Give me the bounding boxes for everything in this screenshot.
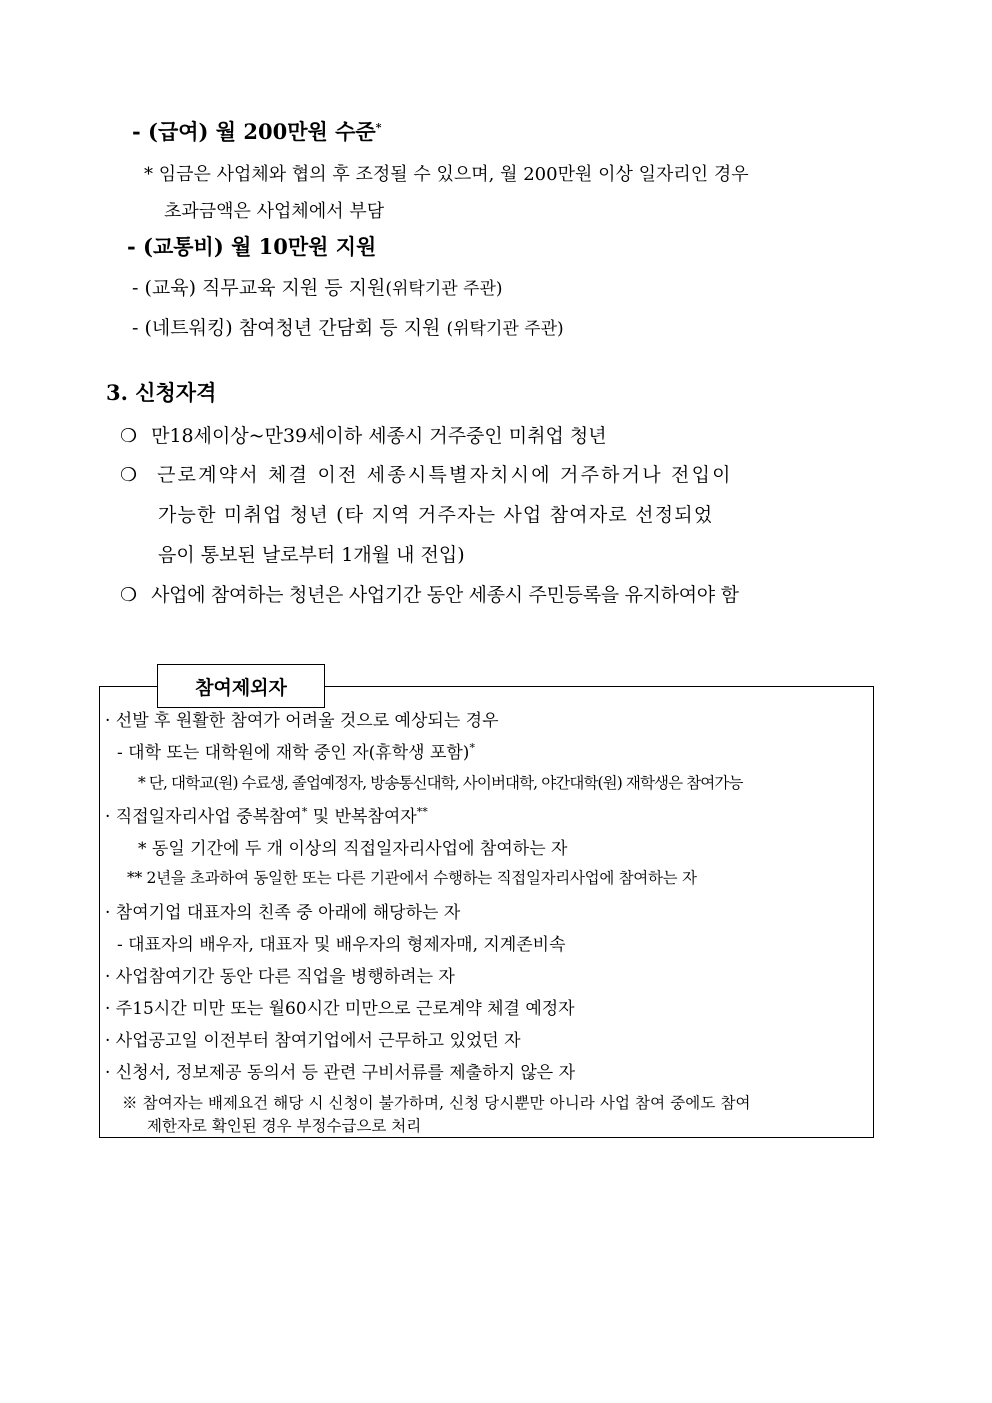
salary-note-text1: 임금은 사업체와 협의 후 조정될 수 있으며, 월 200만원 이상 일자리인 경우 xyxy=(158,164,749,185)
salary-note-mark: * xyxy=(144,164,153,185)
bullet-item-2-text2: 가능한 미취업 청년 (타 지역 거주자는 사업 참여자로 선정되었 xyxy=(158,504,714,526)
exclusion-line-7: · 참여기업 대표자의 친족 중 아래에 해당하는 자 xyxy=(105,903,461,923)
salary-note-line2: 초과금액은 사업체에서 부담 xyxy=(164,201,385,222)
exclusion-line-4-text-b: 및 반복참여자 xyxy=(307,807,417,827)
bullet-item-2-text3: 음이 통보된 날로부터 1개월 내 전입) xyxy=(158,544,465,566)
bullet-item-2 xyxy=(120,460,733,487)
education-label: (교육) 직무교육 지원 등 지원 xyxy=(144,277,386,299)
exclusion-title: 참여제외자 xyxy=(157,664,325,708)
exclusion-line-3: * 단, 대학교(원) 수료생, 졸업예정자, 방송통신대학, 사이버대학, 야간대학(원) 재학생은 참여가능 xyxy=(138,774,743,792)
exclusion-line-14: 제한자로 확인된 경우 부정수급으로 처리 xyxy=(147,1117,422,1135)
exclusion-line-2-mark: * xyxy=(469,741,475,755)
exclusion-line-2-text: - 대학 또는 대학원에 재학 중인 자(휴학생 포함) xyxy=(117,743,470,763)
exclusion-line-10: · 주15시간 미만 또는 월60시간 미만으로 근로계약 체결 예정자 xyxy=(105,999,575,1019)
exclusion-line-4-text-a: · 직접일자리사업 중복참여 xyxy=(105,807,302,827)
transport-dash: - xyxy=(127,234,136,259)
salary-note-line1 xyxy=(144,160,749,186)
bullet-item-3-text: 사업에 참여하는 청년은 사업기간 동안 세종시 주민등록을 유지하여야 함 xyxy=(151,584,739,606)
bullet-item-1-text: 만18세이상~만39세이하 세종시 거주중인 미취업 청년 xyxy=(151,425,607,447)
bullet-icon: ❍ xyxy=(120,464,138,486)
exclusion-line-9: · 사업참여기간 동안 다른 직업을 병행하려는 자 xyxy=(105,967,455,987)
exclusion-line-11: · 사업공고일 이전부터 참여기업에서 근무하고 있었던 자 xyxy=(105,1031,521,1051)
exclusion-line-4-mark1: * xyxy=(301,805,308,819)
education-line xyxy=(132,273,503,300)
transport-line xyxy=(127,231,376,261)
bullet-item-1 xyxy=(120,421,607,448)
section-title: 3. 신청자격 xyxy=(106,380,217,405)
bullet-icon: ❍ xyxy=(120,425,138,447)
salary-footnote-mark: * xyxy=(375,121,382,134)
transport-label: (교통비) 월 10만원 지원 xyxy=(143,234,377,259)
salary-line xyxy=(132,116,381,146)
salary-label: (급여) 월 200만원 수준 xyxy=(148,119,376,144)
exclusion-line-4-mark2: ** xyxy=(416,805,428,819)
bullet-item-3 xyxy=(120,580,739,607)
networking-label: (네트워킹) 참여청년 간담회 등 지원 xyxy=(144,317,441,339)
exclusion-line-13: ※ 참여자는 배제요건 해당 시 신청이 불가하며, 신청 당시뿐만 아니라 사업 참여 중에도 참여 xyxy=(122,1094,751,1112)
bullet-item-2-text1: 근로계약서 체결 이전 세종시특별자치시에 거주하거나 전입이 xyxy=(157,464,733,486)
exclusion-line-4 xyxy=(105,802,428,827)
exclusion-line-6: ** 2년을 초과하여 동일한 또는 다른 기관에서 수행하는 직접일자리사업에 참여하는 자 xyxy=(127,869,697,887)
networking-paren: (위탁기관 주관) xyxy=(446,319,564,339)
exclusion-line-2 xyxy=(117,738,475,763)
exclusion-line-1: · 선발 후 원활한 참여가 어려울 것으로 예상되는 경우 xyxy=(105,711,499,731)
exclusion-line-5: * 동일 기간에 두 개 이상의 직접일자리사업에 참여하는 자 xyxy=(138,839,568,859)
education-paren: (위탁기관 주관) xyxy=(385,279,503,299)
networking-line xyxy=(132,313,564,340)
exclusion-line-8: - 대표자의 배우자, 대표자 및 배우자의 형제자매, 지계존비속 xyxy=(117,935,566,955)
exclusion-line-12: · 신청서, 정보제공 동의서 등 관련 구비서류를 제출하지 않은 자 xyxy=(105,1063,575,1083)
networking-dash: - xyxy=(132,317,139,339)
salary-dash: - xyxy=(132,119,141,144)
education-dash: - xyxy=(132,277,139,299)
bullet-icon: ❍ xyxy=(120,584,138,606)
